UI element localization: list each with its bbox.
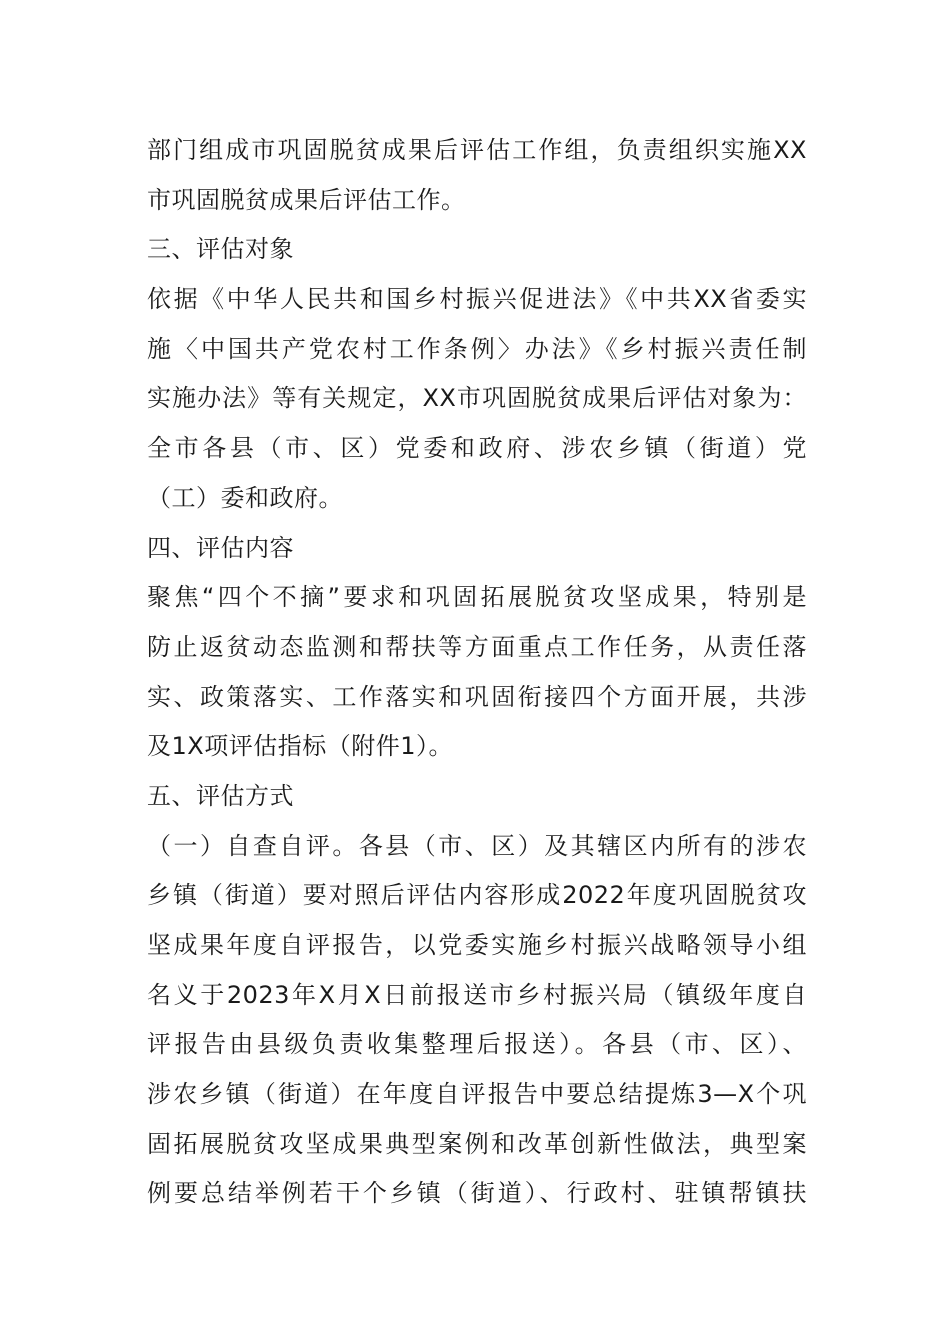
text-line-16: 乡镇（街道）要对照后评估内容形成2022年度巩固脱贫攻 [147,881,807,910]
text-line-21: 固拓展脱贫攻坚成果典型案例和改革创新性做法，典型案 [147,1129,807,1158]
text-line-15: （一）自查自评。各县（市、区）及其辖区内所有的涉农 [147,831,807,860]
section-heading-4: 四、评估内容 [147,533,294,562]
document-body [147,126,807,1219]
text-line-6: 实施办法》等有关规定，XX市巩固脱贫成果后评估对象为： [147,384,807,413]
text-line-1: 部门组成市巩固脱贫成果后评估工作组，负责组织实施XX [147,136,807,164]
text-line-7: 全市各县（市、区）党委和政府、涉农乡镇（街道）党 [147,434,807,463]
text-line-4: 依据《中华人民共和国乡村振兴促进法》《中共XX省委实 [147,285,807,314]
text-line-8: （工）委和政府。 [147,483,343,512]
text-line-17: 坚成果年度自评报告，以党委实施乡村振兴战略领导小组 [147,931,807,959]
text-line-5: 施〈中国共产党农村工作条例〉办法》《乡村振兴责任制 [147,334,807,363]
text-line-10: 聚焦“四个不摘”要求和巩固拓展脱贫攻坚成果，特别是 [147,583,807,612]
text-line-20: 涉农乡镇（街道）在年度自评报告中要总结提炼3—X个巩 [147,1080,807,1109]
text-line-12: 实、政策落实、工作落实和巩固衔接四个方面开展，共涉 [147,682,807,711]
text-line-11: 防止返贫动态监测和帮扶等方面重点工作任务，从责任落 [147,632,807,661]
text-line-13: 及1X项评估指标（附件1）。 [147,732,453,761]
text-line-22: 例要总结举例若干个乡镇（街道）、行政村、驻镇帮镇扶 [147,1179,807,1208]
section-heading-3: 三、评估对象 [147,235,294,264]
text-line-19: 评报告由县级负责收集整理后报送）。各县（市、区）、 [147,1030,807,1059]
section-heading-5: 五、评估方式 [147,781,294,810]
text-line-18: 名义于2023年X月X日前报送市乡村振兴局（镇级年度自 [147,980,807,1009]
text-line-2: 市巩固脱贫成果后评估工作。 [147,185,466,214]
